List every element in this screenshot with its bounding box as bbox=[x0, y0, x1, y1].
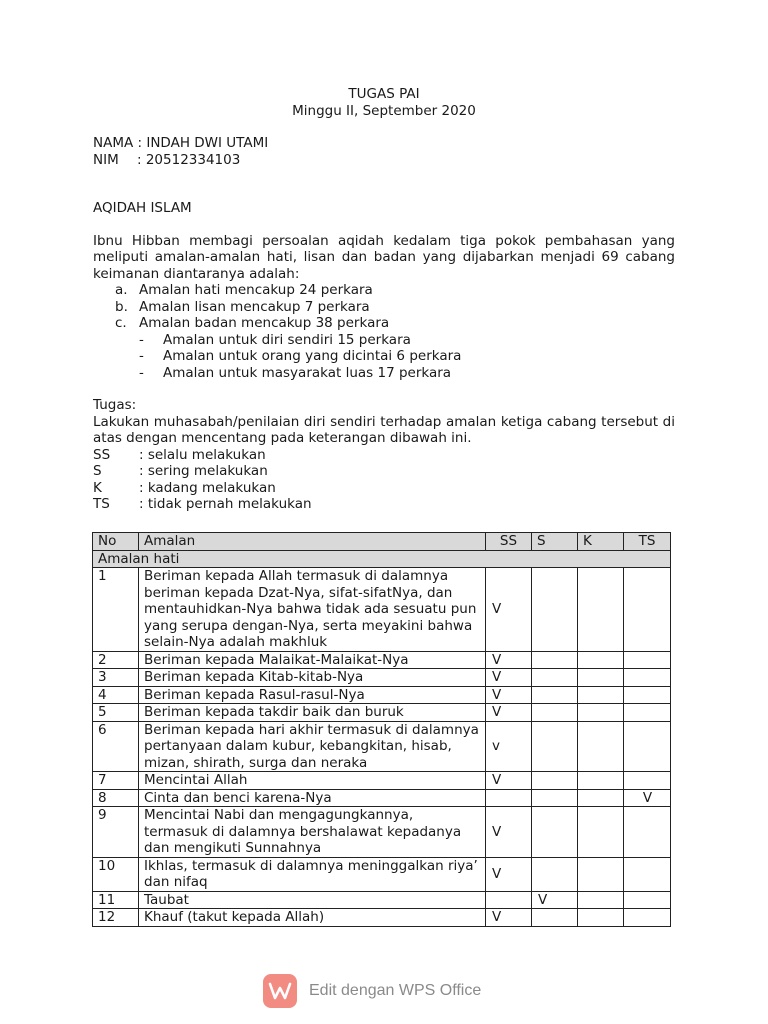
dash-list bbox=[93, 332, 675, 382]
group-row bbox=[93, 550, 671, 568]
cell-s bbox=[532, 704, 578, 722]
cell-ts bbox=[624, 857, 671, 891]
cell-ts bbox=[624, 669, 671, 687]
document-page bbox=[93, 86, 675, 513]
header-s: S bbox=[532, 533, 578, 551]
nim-label: NIM bbox=[93, 151, 119, 168]
cell-ts bbox=[624, 686, 671, 704]
row-amalan: Beriman kepada Malaikat-Malaikat-Nya bbox=[139, 651, 486, 669]
row-number: 12 bbox=[93, 909, 139, 927]
row-number: 2 bbox=[93, 651, 139, 669]
cell-ts: V bbox=[624, 789, 671, 807]
wps-footer[interactable] bbox=[263, 974, 481, 1008]
nim-line bbox=[93, 152, 675, 169]
cell-k bbox=[578, 704, 624, 722]
row-amalan: Beriman kepada Rasul-rasul-Nya bbox=[139, 686, 486, 704]
cell-k bbox=[578, 651, 624, 669]
cell-ts bbox=[624, 891, 671, 909]
legend-item bbox=[93, 463, 675, 480]
nama-value: : INDAH DWI UTAMI bbox=[137, 135, 269, 151]
cell-s: V bbox=[532, 891, 578, 909]
cell-ss: V bbox=[486, 568, 532, 652]
table-row bbox=[93, 568, 671, 652]
cell-s bbox=[532, 857, 578, 891]
intro-paragraph: Ibnu Hibban membagi persoalan aqidah kedalam tiga pokok pembahasan yang meliputi amalan-amalan hati, lisan dan badan yang dijabarkan menjadi 69 cabang keimanan diantaranya adalah: bbox=[93, 232, 675, 282]
list-text: Amalan badan mencakup 38 perkara bbox=[139, 315, 390, 331]
cell-ss: V bbox=[486, 909, 532, 927]
legend-item bbox=[93, 447, 675, 464]
row-amalan: Mencintai Allah bbox=[139, 772, 486, 790]
row-number: 11 bbox=[93, 891, 139, 909]
doc-subtitle: Minggu II, September 2020 bbox=[292, 102, 476, 119]
row-number: 9 bbox=[93, 807, 139, 858]
row-amalan: Ikhlas, termasuk di dalamnya meninggalkan riya’ dan nifaq bbox=[139, 857, 486, 891]
header-amalan: Amalan bbox=[139, 533, 486, 551]
row-number: 5 bbox=[93, 704, 139, 722]
header-no: No bbox=[93, 533, 139, 551]
cell-s bbox=[532, 909, 578, 927]
cell-k bbox=[578, 857, 624, 891]
table-row bbox=[93, 669, 671, 687]
list-marker: b. bbox=[115, 298, 128, 315]
cell-ss: V bbox=[486, 704, 532, 722]
list-marker: c. bbox=[115, 315, 127, 331]
cell-s bbox=[532, 686, 578, 704]
cell-k bbox=[578, 909, 624, 927]
table-row bbox=[93, 704, 671, 722]
row-number: 7 bbox=[93, 772, 139, 790]
cell-ss: V bbox=[486, 857, 532, 891]
list-item bbox=[139, 332, 675, 349]
legend-key: K bbox=[93, 479, 102, 496]
cell-k bbox=[578, 721, 624, 772]
cell-k bbox=[578, 568, 624, 652]
cell-ss: v bbox=[486, 721, 532, 772]
table-row bbox=[93, 807, 671, 858]
list-text: Amalan untuk orang yang dicintai 6 perkara bbox=[163, 348, 462, 364]
legend bbox=[93, 447, 675, 513]
doc-title: TUGAS PAI bbox=[348, 86, 420, 102]
row-number: 10 bbox=[93, 857, 139, 891]
header-ts: TS bbox=[624, 533, 671, 551]
list-text: Amalan lisan mencakup 7 perkara bbox=[139, 298, 370, 315]
cell-ss: V bbox=[486, 669, 532, 687]
cell-ss: V bbox=[486, 651, 532, 669]
cell-k bbox=[578, 686, 624, 704]
cell-ss: V bbox=[486, 686, 532, 704]
row-amalan: Beriman kepada Kitab-kitab-Nya bbox=[139, 669, 486, 687]
cell-s bbox=[532, 772, 578, 790]
table-row bbox=[93, 651, 671, 669]
row-amalan: Mencintai Nabi dan mengagungkannya, termasuk di dalamnya bershalawat kepadanya dan mengikuti Sunnahnya bbox=[139, 807, 486, 858]
cell-k bbox=[578, 789, 624, 807]
row-amalan: Taubat bbox=[139, 891, 486, 909]
row-number: 8 bbox=[93, 789, 139, 807]
cell-ts bbox=[624, 568, 671, 652]
cell-ss: V bbox=[486, 807, 532, 858]
list-item bbox=[115, 299, 675, 316]
list-marker: - bbox=[139, 348, 144, 364]
cell-ss: V bbox=[486, 772, 532, 790]
cell-s bbox=[532, 651, 578, 669]
row-number: 3 bbox=[93, 669, 139, 687]
cell-ss bbox=[486, 891, 532, 909]
table-row bbox=[93, 789, 671, 807]
row-number: 6 bbox=[93, 721, 139, 772]
row-amalan: Cinta dan benci karena-Nya bbox=[139, 789, 486, 807]
list-marker: a. bbox=[115, 282, 128, 298]
cell-ts bbox=[624, 772, 671, 790]
table-header-row bbox=[93, 533, 671, 551]
legend-key: S bbox=[93, 463, 102, 479]
list-item bbox=[115, 315, 675, 332]
list-text: Amalan untuk diri sendiri 15 perkara bbox=[163, 331, 411, 348]
cell-k bbox=[578, 772, 624, 790]
table-row bbox=[93, 857, 671, 891]
cell-s bbox=[532, 721, 578, 772]
cell-k bbox=[578, 807, 624, 858]
list-item bbox=[115, 282, 675, 299]
cell-ts bbox=[624, 807, 671, 858]
list-item bbox=[139, 348, 675, 365]
cell-s bbox=[532, 568, 578, 652]
row-number: 1 bbox=[93, 568, 139, 652]
nama-line bbox=[93, 135, 675, 152]
table-row bbox=[93, 891, 671, 909]
list-marker: - bbox=[139, 331, 144, 348]
legend-desc: : tidak pernah melakukan bbox=[139, 496, 312, 512]
legend-item bbox=[93, 496, 675, 513]
cell-s bbox=[532, 669, 578, 687]
cell-k bbox=[578, 669, 624, 687]
row-amalan: Beriman kepada Allah termasuk di dalamnya beriman kepada Dzat-Nya, sifat-sifatNya, dan mentauhidkan-Nya bahwa tidak ada sesuatu pun yang serupa dengan-Nya, serta meyakini bahwa selain-Nya adalah makhluk bbox=[139, 568, 486, 652]
row-amalan: Beriman kepada takdir baik dan buruk bbox=[139, 704, 486, 722]
legend-desc: : sering melakukan bbox=[139, 463, 268, 479]
group-label: Amalan hati bbox=[93, 550, 671, 568]
table-row bbox=[93, 909, 671, 927]
nama-label: NAMA bbox=[93, 135, 134, 151]
cell-ss bbox=[486, 789, 532, 807]
cell-s bbox=[532, 789, 578, 807]
alpha-list bbox=[93, 282, 675, 332]
nim-value: : 20512334103 bbox=[137, 151, 241, 168]
cell-k bbox=[578, 891, 624, 909]
cell-ts bbox=[624, 721, 671, 772]
cell-ts bbox=[624, 704, 671, 722]
amalan-table bbox=[92, 532, 671, 927]
table-row bbox=[93, 772, 671, 790]
task-label: Tugas: bbox=[93, 397, 137, 413]
list-text: Amalan hati mencakup 24 perkara bbox=[139, 282, 373, 298]
cell-ts bbox=[624, 651, 671, 669]
table-row bbox=[93, 686, 671, 704]
legend-key: TS bbox=[93, 496, 110, 512]
table-row bbox=[93, 721, 671, 772]
task-text: Lakukan muhasabah/penilaian diri sendiri terhadap amalan ketiga cabang tersebut di atas dengan mencentang pada keterangan dibawah ini. bbox=[93, 413, 675, 446]
header-k: K bbox=[578, 533, 624, 551]
header-ss: SS bbox=[486, 533, 532, 551]
row-amalan: Beriman kepada hari akhir termasuk di dalamnya pertanyaan dalam kubur, kebangkitan, hisab, mizan, shirath, surga dan neraka bbox=[139, 721, 486, 772]
legend-key: SS bbox=[93, 446, 111, 463]
wps-edit-link[interactable]: Edit dengan WPS Office bbox=[309, 981, 482, 999]
cell-s bbox=[532, 807, 578, 858]
legend-desc: : kadang melakukan bbox=[139, 479, 276, 496]
legend-desc: : selalu melakukan bbox=[139, 446, 266, 463]
row-amalan: Khauf (takut kepada Allah) bbox=[139, 909, 486, 927]
wps-office-logo-icon[interactable] bbox=[263, 974, 297, 1008]
list-marker: - bbox=[139, 364, 144, 381]
legend-item bbox=[93, 480, 675, 497]
section-title: AQIDAH ISLAM bbox=[93, 200, 192, 216]
list-text: Amalan untuk masyarakat luas 17 perkara bbox=[163, 364, 452, 381]
row-number: 4 bbox=[93, 686, 139, 704]
table-body bbox=[93, 550, 671, 926]
cell-ts bbox=[624, 909, 671, 927]
list-item bbox=[139, 365, 675, 382]
